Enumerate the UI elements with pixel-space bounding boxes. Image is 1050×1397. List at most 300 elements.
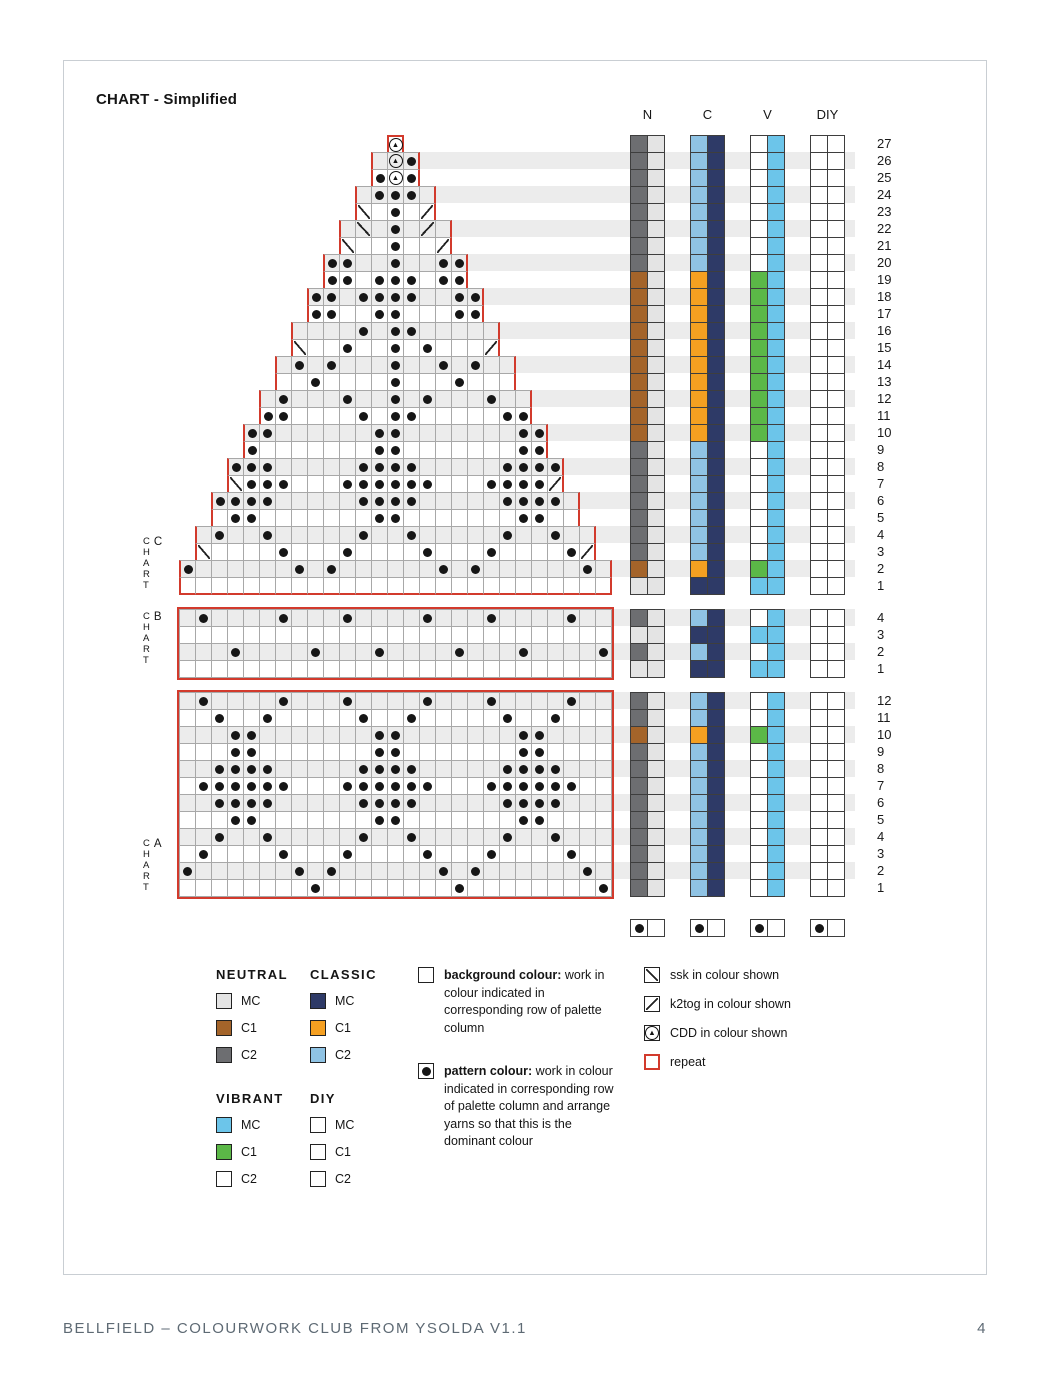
cell-empty — [531, 643, 548, 661]
cell-empty — [195, 709, 212, 727]
palette-cell — [810, 845, 828, 863]
row-number: 16 — [877, 323, 892, 338]
legend-notes — [418, 967, 614, 1177]
cell-pattern-dot — [531, 726, 548, 744]
cell-empty — [419, 254, 436, 272]
palette-cell — [630, 660, 648, 678]
palette-cell — [767, 458, 785, 476]
cell-pattern-dot — [451, 373, 468, 391]
cell-pattern-dot — [355, 709, 372, 727]
row-number: 1 — [877, 880, 885, 895]
palette-cell — [630, 169, 648, 187]
cell-pattern-dot — [371, 169, 388, 187]
cell-empty — [531, 526, 548, 544]
cell-empty — [307, 862, 324, 880]
palette-cell — [810, 660, 828, 678]
cell-empty — [435, 424, 452, 442]
legend-item — [310, 1117, 404, 1133]
cell-empty — [291, 879, 308, 897]
cell-empty — [435, 577, 452, 595]
palette-cell — [750, 373, 768, 391]
palette-pair-n — [630, 169, 665, 187]
palette-cell — [707, 458, 725, 476]
palette-cell — [750, 526, 768, 544]
cell-empty — [291, 526, 308, 544]
cell-pattern-dot — [515, 811, 532, 829]
palette-cell — [767, 407, 785, 425]
row-number: 27 — [877, 136, 892, 151]
cell-empty — [515, 526, 532, 544]
cell-k2tog — [419, 220, 436, 238]
palette-cell — [630, 862, 648, 880]
cell-empty — [323, 879, 340, 897]
cell-empty — [307, 845, 324, 863]
cell-pattern-dot — [547, 526, 564, 544]
palette-pair-c — [690, 186, 725, 204]
cell-empty — [179, 692, 196, 710]
row-number: 8 — [877, 761, 885, 776]
cell-empty — [259, 560, 276, 578]
cell-empty — [211, 577, 228, 595]
cell-empty — [211, 609, 228, 627]
palette-cell — [690, 560, 708, 578]
palette-cell — [810, 305, 828, 323]
cell-empty — [483, 526, 500, 544]
cell-empty — [531, 609, 548, 627]
indicator-pair-n — [630, 919, 665, 937]
cell-pattern-dot — [243, 811, 260, 829]
palette-pair-diy — [810, 492, 845, 510]
palette-pair-v — [750, 709, 785, 727]
cell-empty — [339, 356, 356, 374]
palette-cell — [767, 356, 785, 374]
cell-empty — [403, 660, 420, 678]
cell-pattern-dot — [339, 777, 356, 795]
cell-empty — [211, 879, 228, 897]
cell-pattern-dot — [403, 492, 420, 510]
palette-cell — [707, 475, 725, 493]
legend-item — [310, 1171, 404, 1187]
cell-empty — [227, 543, 244, 561]
cell-empty — [483, 560, 500, 578]
cell-empty — [355, 577, 372, 595]
cell-empty — [531, 828, 548, 846]
cell-empty — [467, 526, 484, 544]
cell-empty — [419, 760, 436, 778]
palette-cell — [767, 424, 785, 442]
legend-group-title: VIBRANT — [216, 1091, 284, 1106]
cell-pattern-dot — [275, 692, 292, 710]
cell-pattern-dot — [483, 475, 500, 493]
cell-empty — [323, 509, 340, 527]
row-offset-right — [580, 509, 612, 527]
cell-pattern-dot — [323, 305, 340, 323]
palette-pair-c — [690, 288, 725, 306]
cell-pattern-dot — [227, 811, 244, 829]
palette-pair-n — [630, 305, 665, 323]
palette-cell — [750, 560, 768, 578]
cell-empty — [227, 560, 244, 578]
cell-empty — [483, 492, 500, 510]
chart-a — [143, 692, 899, 897]
palette-cell — [767, 271, 785, 289]
cell-pattern-dot — [451, 254, 468, 272]
cell-pattern-dot — [515, 726, 532, 744]
palette-cell — [630, 609, 648, 627]
color-swatch — [216, 1171, 232, 1187]
cell-empty — [339, 760, 356, 778]
cell-empty — [435, 709, 452, 727]
palette-cell — [647, 169, 665, 187]
palette-cell — [827, 743, 845, 761]
palette-cell — [690, 169, 708, 187]
cell-empty — [419, 709, 436, 727]
cell-empty — [371, 660, 388, 678]
cell-pattern-dot — [499, 526, 516, 544]
palette-pair-c — [690, 626, 725, 644]
palette-pair-diy — [810, 339, 845, 357]
row-offset-left — [179, 339, 291, 357]
palette-cell — [647, 390, 665, 408]
palette-pair-v — [750, 862, 785, 880]
cell-empty — [291, 811, 308, 829]
row-number: 6 — [877, 795, 885, 810]
cell-empty — [371, 220, 388, 238]
palette-pair-v — [750, 879, 785, 897]
cell-pattern-dot — [227, 760, 244, 778]
cell-empty — [307, 424, 324, 442]
palette-cell — [767, 692, 785, 710]
cell-pattern-dot — [451, 879, 468, 897]
palette-cell — [810, 322, 828, 340]
chart-label-letterpart: R — [143, 644, 150, 655]
cell-empty — [483, 322, 500, 340]
row-offset-left — [179, 322, 291, 340]
palette-cell — [690, 811, 708, 829]
cell-pattern-dot — [403, 760, 420, 778]
cell-empty — [371, 577, 388, 595]
cell-empty — [547, 560, 564, 578]
cell-empty — [403, 237, 420, 255]
cell-pattern-dot — [355, 794, 372, 812]
legend-item — [310, 993, 404, 1009]
palette-cell — [690, 643, 708, 661]
cell-empty — [339, 322, 356, 340]
cell-pattern-dot — [499, 407, 516, 425]
cell-empty — [499, 509, 516, 527]
palette-cell — [827, 845, 845, 863]
chart-row-c-20 — [179, 254, 899, 272]
cell-pattern-dot — [515, 509, 532, 527]
cell-empty — [403, 509, 420, 527]
palette-pair-n — [630, 203, 665, 221]
cell-empty — [275, 660, 292, 678]
cell-pattern-dot — [387, 254, 404, 272]
palette-cell — [827, 828, 845, 846]
cell-empty — [403, 609, 420, 627]
palette-pair-v — [750, 492, 785, 510]
palette-cell — [827, 811, 845, 829]
cell-empty — [371, 828, 388, 846]
palette-pair-n — [630, 726, 665, 744]
row-offset-right — [532, 407, 612, 425]
cell-pattern-dot — [451, 305, 468, 323]
cell-empty — [323, 322, 340, 340]
palette-cell — [690, 186, 708, 204]
palette-cell — [647, 203, 665, 221]
cell-pattern-dot — [259, 475, 276, 493]
cell-pattern-dot — [387, 237, 404, 255]
palette-pair-n — [630, 811, 665, 829]
chart-label-letter: B — [153, 611, 162, 623]
cell-empty — [403, 203, 420, 221]
chart-label-letterpart: C — [143, 536, 150, 547]
cell-empty — [563, 626, 580, 644]
cell-pattern-dot — [243, 458, 260, 476]
palette-cell — [827, 322, 845, 340]
cell-empty — [563, 828, 580, 846]
palette-cell — [647, 271, 665, 289]
cell-empty — [435, 475, 452, 493]
chart-label-letterpart: T — [143, 882, 149, 893]
legend-symbol-label: CDD in colour shown — [670, 1026, 788, 1040]
cell-pattern-dot — [483, 390, 500, 408]
palette-cell — [827, 609, 845, 627]
cell-empty — [547, 845, 564, 863]
chart-label-word — [143, 536, 150, 591]
palette-cell — [810, 441, 828, 459]
palette-cell — [767, 526, 785, 544]
cdd-icon — [644, 1025, 660, 1041]
cell-k2tog — [547, 475, 564, 493]
cell-pattern-dot — [371, 441, 388, 459]
palette-cell — [690, 407, 708, 425]
palette-cell — [767, 543, 785, 561]
palette-cell — [750, 475, 768, 493]
palette-cell — [767, 186, 785, 204]
cell-empty — [483, 441, 500, 459]
palette-cell — [827, 643, 845, 661]
cell-pattern-dot — [371, 492, 388, 510]
palette-cell — [810, 609, 828, 627]
legend-symbol-label: k2tog in colour shown — [670, 997, 791, 1011]
cell-empty — [195, 743, 212, 761]
palette-key-row — [179, 919, 899, 937]
legend-note-symbol-empty — [418, 967, 434, 983]
cell-empty — [323, 794, 340, 812]
palette-cell — [827, 526, 845, 544]
cell-pattern-dot — [211, 526, 228, 544]
cell-empty — [323, 726, 340, 744]
cell-pattern-dot — [547, 794, 564, 812]
cell-empty — [275, 811, 292, 829]
cell-empty — [371, 237, 388, 255]
cell-empty — [291, 509, 308, 527]
cell-pattern-dot — [243, 441, 260, 459]
palette-cell — [750, 424, 768, 442]
palette-cell — [630, 356, 648, 374]
cell-empty — [387, 626, 404, 644]
palette-cell — [767, 475, 785, 493]
page-number: 4 — [977, 1320, 987, 1337]
palette-pair-v — [750, 660, 785, 678]
row-offset-left — [179, 424, 243, 442]
chart-row-b-3 — [179, 626, 899, 644]
chart-row-a-3 — [179, 845, 899, 863]
palette-pair-diy — [810, 526, 845, 544]
palette-pair-diy — [810, 560, 845, 578]
cell-pattern-dot — [595, 879, 612, 897]
cell-pattern-dot — [339, 475, 356, 493]
palette-pair-c — [690, 305, 725, 323]
cell-empty — [563, 577, 580, 595]
cell-empty — [483, 726, 500, 744]
cell-empty — [227, 862, 244, 880]
cell-empty — [211, 743, 228, 761]
chart-b — [143, 609, 899, 678]
palette-cell — [707, 424, 725, 442]
cell-empty — [451, 845, 468, 863]
palette-pair-c — [690, 879, 725, 897]
cell-pattern-dot — [403, 169, 420, 187]
legend-item-label: C1 — [241, 1021, 257, 1035]
cell-empty — [499, 660, 516, 678]
cell-empty — [435, 845, 452, 863]
cell-empty — [323, 692, 340, 710]
cell-empty — [371, 692, 388, 710]
cell-pattern-dot — [403, 526, 420, 544]
cell-empty — [275, 560, 292, 578]
palette-cell — [750, 441, 768, 459]
palette-cell — [690, 509, 708, 527]
palette-cell — [707, 271, 725, 289]
palette-cell — [707, 726, 725, 744]
chart-row-c-3 — [179, 543, 899, 561]
palette-pair-diy — [810, 509, 845, 527]
cell-pattern-dot — [483, 543, 500, 561]
palette-pair-v — [750, 254, 785, 272]
cell-pattern-dot — [371, 305, 388, 323]
palette-cell — [767, 811, 785, 829]
row-number: 4 — [877, 829, 885, 844]
cell-empty — [531, 626, 548, 644]
cell-empty — [451, 692, 468, 710]
palette-cell — [690, 390, 708, 408]
cell-empty — [483, 862, 500, 880]
cell-empty — [227, 660, 244, 678]
palette-cell — [707, 441, 725, 459]
cell-empty — [259, 726, 276, 744]
palette-pair-c — [690, 271, 725, 289]
palette-cell — [750, 305, 768, 323]
chart-row-c-9 — [179, 441, 899, 459]
cell-pattern-dot — [387, 305, 404, 323]
palette-cell — [690, 152, 708, 170]
palette-cell — [750, 609, 768, 627]
palette-pair-v — [750, 692, 785, 710]
cell-pattern-dot — [371, 794, 388, 812]
indicator-cell-dot — [690, 919, 708, 937]
cell-empty — [371, 254, 388, 272]
cell-empty — [499, 626, 516, 644]
palette-pair-n — [630, 760, 665, 778]
palette-pair-diy — [810, 203, 845, 221]
cell-pattern-dot — [243, 794, 260, 812]
chart-row-b-1 — [179, 660, 899, 678]
palette-cell — [630, 743, 648, 761]
cell-empty — [371, 152, 388, 170]
palette-pair-n — [630, 543, 665, 561]
palette-cell — [767, 373, 785, 391]
palette-cell — [647, 356, 665, 374]
cell-pattern-dot — [467, 356, 484, 374]
cell-empty — [579, 626, 596, 644]
palette-cell — [707, 169, 725, 187]
cell-empty — [291, 475, 308, 493]
cell-empty — [499, 373, 516, 391]
cell-empty — [515, 543, 532, 561]
palette-pair-n — [630, 390, 665, 408]
cell-empty — [179, 660, 196, 678]
cell-empty — [483, 794, 500, 812]
cell-empty — [419, 862, 436, 880]
palette-cell — [647, 609, 665, 627]
cell-empty — [419, 811, 436, 829]
palette-cell — [647, 760, 665, 778]
palette-cell — [647, 560, 665, 578]
cell-empty — [307, 407, 324, 425]
cell-empty — [371, 626, 388, 644]
palette-pair-c — [690, 709, 725, 727]
cell-empty — [515, 560, 532, 578]
cell-pattern-dot — [355, 458, 372, 476]
chart-row-c-14 — [179, 356, 899, 374]
palette-cell — [630, 879, 648, 897]
palette-cell — [707, 577, 725, 595]
palette-cell — [707, 186, 725, 204]
cell-empty — [339, 879, 356, 897]
cell-pattern-dot — [371, 458, 388, 476]
legend-group-title: NEUTRAL — [216, 967, 288, 982]
cell-empty — [339, 220, 356, 238]
legend-item — [216, 993, 310, 1009]
row-number: 26 — [877, 153, 892, 168]
color-swatch — [310, 1047, 326, 1063]
palette-cell — [630, 692, 648, 710]
cell-empty — [467, 743, 484, 761]
palette-cell — [750, 577, 768, 595]
cell-empty — [595, 577, 612, 595]
palette-cell — [827, 373, 845, 391]
cell-empty — [307, 626, 324, 644]
cell-empty — [499, 609, 516, 627]
cell-empty — [307, 709, 324, 727]
palette-cell — [750, 356, 768, 374]
cell-empty — [547, 543, 564, 561]
cell-pattern-dot — [227, 777, 244, 795]
cell-empty — [339, 424, 356, 442]
palette-pair-v — [750, 288, 785, 306]
cell-empty — [323, 828, 340, 846]
palette-cell — [767, 609, 785, 627]
cell-empty — [579, 879, 596, 897]
palette-pair-diy — [810, 692, 845, 710]
cell-empty — [563, 862, 580, 880]
palette-cell — [707, 743, 725, 761]
cell-pattern-dot — [403, 709, 420, 727]
color-swatch — [310, 993, 326, 1009]
palette-cell — [707, 254, 725, 272]
